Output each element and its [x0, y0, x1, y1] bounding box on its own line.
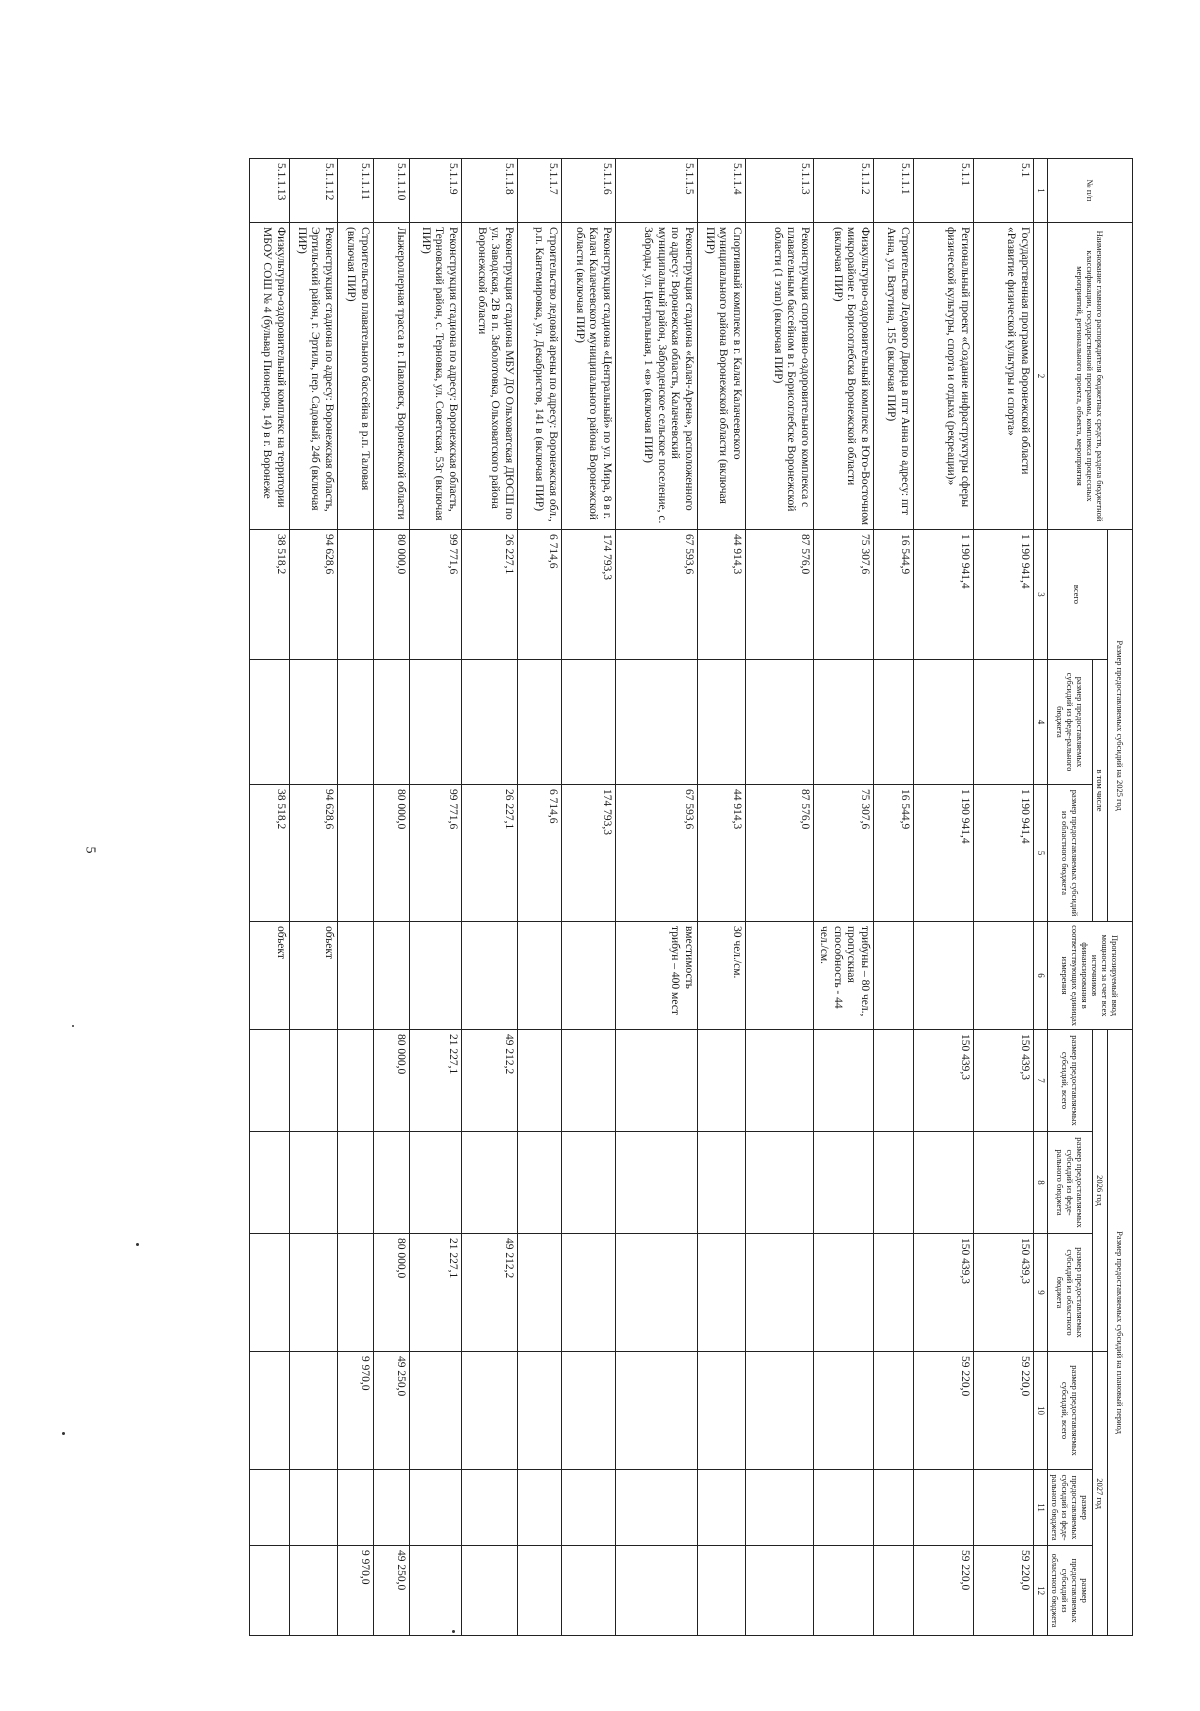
cell-c12: 59 220,0	[914, 1546, 974, 1636]
cell-c11	[290, 1470, 338, 1546]
cell-name: Государственная программа Воронежской области «Развитие физической культуры и спорта»	[974, 223, 1034, 530]
cell-c12	[518, 1546, 562, 1636]
table-row	[874, 159, 914, 1636]
scan-speck	[72, 1025, 74, 1027]
cell-c8	[338, 1132, 374, 1234]
table-row	[698, 159, 746, 1636]
col-number: 7	[1034, 1030, 1048, 1132]
header-year-2026: 2026 год	[1093, 1030, 1108, 1352]
scan-speck	[136, 1243, 139, 1246]
cell-c8	[874, 1132, 914, 1234]
cell-c3: 1 190 941,4	[974, 530, 1034, 660]
cell-c4	[290, 660, 338, 785]
cell-c9	[290, 1234, 338, 1352]
cell-c6: объект	[290, 922, 338, 1030]
cell-c11	[814, 1470, 874, 1546]
cell-c11	[974, 1470, 1034, 1546]
cell-no: 5.1.1.10	[374, 159, 410, 223]
cell-name: Реконструкция стадиона «Центральный» по ул. Мира, 8 в г. Калач Калачеевского муниципального района Воронежской области (включая ПИР)	[562, 223, 616, 530]
cell-c3: 99 771,6	[410, 530, 462, 660]
cell-c12	[616, 1546, 698, 1636]
col-number: 5	[1034, 785, 1048, 922]
header-year-2027: 2027 год	[1093, 1352, 1108, 1636]
cell-c3: 67 593,6	[616, 530, 698, 660]
cell-c6	[518, 922, 562, 1030]
cell-no: 5.1	[974, 159, 1034, 223]
cell-c7	[250, 1030, 290, 1132]
cell-c12	[290, 1546, 338, 1636]
cell-c8	[698, 1132, 746, 1234]
cell-name: Лыжероллерная трасса в г. Павловск, Воронежской области	[374, 223, 410, 530]
table-row	[462, 159, 518, 1636]
cell-c4	[462, 660, 518, 785]
cell-name: Строительство плавательного бассейна в р.п. Таловая (включая ПИР)	[338, 223, 374, 530]
col-number: 4	[1034, 660, 1048, 785]
cell-c4	[814, 660, 874, 785]
cell-c3: 87 576,0	[746, 530, 814, 660]
cell-c7	[518, 1030, 562, 1132]
scan-speck	[62, 1432, 65, 1435]
cell-c10	[562, 1352, 616, 1470]
cell-c4	[250, 660, 290, 785]
cell-c6	[562, 922, 616, 1030]
cell-c4	[338, 660, 374, 785]
cell-no: 5.1.1.1	[874, 159, 914, 223]
cell-name: Реконструкция стадиона «Калач-Арена», расположенного по адресу: Воронежская область, Калачеевский муниципальный район, Заброденское сельское поселение, с. Заброды, ул. Центральная, 1 «в» (включая ПИР)	[616, 223, 698, 530]
cell-c8	[250, 1132, 290, 1234]
col-number: 10	[1034, 1352, 1048, 1470]
cell-name: Реконструкция стадиона МБУ ДО Ольховатская ДЮСШ по ул. Заводская, 2В в п. Заболотовка, Ольховатского района Воронежской области	[462, 223, 518, 530]
cell-c10: 59 220,0	[974, 1352, 1034, 1470]
cell-c5: 80 000,0	[374, 785, 410, 922]
cell-c6: вместимость трибун – 400 мест	[616, 922, 698, 1030]
cell-c12	[746, 1546, 814, 1636]
cell-c7	[874, 1030, 914, 1132]
cell-c3: 16 544,9	[874, 530, 914, 660]
cell-c4	[974, 660, 1034, 785]
cell-no: 5.1.1.13	[250, 159, 290, 223]
cell-name: Реконструкция стадиона по адресу: Воронежская область, Эртильский район, г. Эртиль, пер. Садовый, 24б (включая ПИР)	[290, 223, 338, 530]
header-size-2025: Размер предоставляемых субсидий на 2025 год	[1108, 530, 1133, 922]
cell-no: 5.1.1.5	[616, 159, 698, 223]
cell-c11	[746, 1470, 814, 1546]
cell-c10	[698, 1352, 746, 1470]
cell-c5: 16 544,9	[874, 785, 914, 922]
table-row	[914, 159, 974, 1636]
cell-c3: 94 628,6	[290, 530, 338, 660]
cell-c4	[616, 660, 698, 785]
cell-c5: 1 190 941,4	[914, 785, 974, 922]
cell-c11	[462, 1470, 518, 1546]
header-total-2027: размер предоставляемых субсидий, всего	[1048, 1352, 1093, 1470]
cell-c4	[410, 660, 462, 785]
header-name: Наименование главного распорядителя бюджетных средств, раздела бюджетной классификации, государственной программы, комплекса процессных мероприятий, регионального проекта, объекта, мероприятия	[1048, 223, 1133, 530]
cell-no: 5.1.1.9	[410, 159, 462, 223]
cell-c10	[874, 1352, 914, 1470]
cell-c5: 26 227,1	[462, 785, 518, 922]
cell-c11	[374, 1470, 410, 1546]
cell-c5: 67 593,6	[616, 785, 698, 922]
cell-c6	[338, 922, 374, 1030]
cell-c10: 59 220,0	[914, 1352, 974, 1470]
cell-c3: 1 190 941,4	[914, 530, 974, 660]
rotated-table-container	[249, 158, 1133, 1635]
cell-c6	[874, 922, 914, 1030]
cell-c7: 80 000,0	[374, 1030, 410, 1132]
col-number: 2	[1034, 223, 1048, 530]
cell-c5: 94 628,6	[290, 785, 338, 922]
cell-c7	[746, 1030, 814, 1132]
cell-no: 5.1.1.4	[698, 159, 746, 223]
cell-c10	[746, 1352, 814, 1470]
cell-c11	[698, 1470, 746, 1546]
table-row	[410, 159, 462, 1636]
cell-c8	[974, 1132, 1034, 1234]
cell-c8	[410, 1132, 462, 1234]
table-row	[746, 159, 814, 1636]
cell-no: 5.1.1.6	[562, 159, 616, 223]
cell-c12: 49 250,0	[374, 1546, 410, 1636]
cell-c8	[746, 1132, 814, 1234]
table-row	[518, 159, 562, 1636]
cell-c3: 174 793,3	[562, 530, 616, 660]
col-number: 8	[1034, 1132, 1048, 1234]
cell-c7	[616, 1030, 698, 1132]
cell-no: 5.1.1.7	[518, 159, 562, 223]
cell-c8	[814, 1132, 874, 1234]
table-header	[1034, 159, 1133, 1636]
subsidy-table	[249, 158, 1133, 1636]
col-number: 12	[1034, 1546, 1048, 1636]
col-number: 6	[1034, 922, 1048, 1030]
cell-c6: 30 чел./см.	[698, 922, 746, 1030]
cell-c9: 150 439,3	[974, 1234, 1034, 1352]
cell-c8	[562, 1132, 616, 1234]
col-number: 9	[1034, 1234, 1048, 1352]
cell-no: 5.1.1.3	[746, 159, 814, 223]
cell-c11	[410, 1470, 462, 1546]
cell-c5: 6 714,6	[518, 785, 562, 922]
col-number: 3	[1034, 530, 1048, 660]
page-number: 5	[82, 846, 98, 854]
cell-c8	[518, 1132, 562, 1234]
cell-c3: 75 307,6	[814, 530, 874, 660]
header-obl-2027: размер предоставляемых субсидий из областного бюджета	[1048, 1546, 1093, 1636]
cell-c7	[698, 1030, 746, 1132]
cell-c5: 1 190 941,4	[974, 785, 1034, 922]
table-row	[974, 159, 1034, 1636]
cell-c7: 150 439,3	[914, 1030, 974, 1132]
cell-c7	[290, 1030, 338, 1132]
cell-c9	[746, 1234, 814, 1352]
cell-c10	[410, 1352, 462, 1470]
table-row	[562, 159, 616, 1636]
table-row	[814, 159, 874, 1636]
cell-c8	[462, 1132, 518, 1234]
cell-c9	[338, 1234, 374, 1352]
cell-c4	[518, 660, 562, 785]
cell-c9	[874, 1234, 914, 1352]
header-total-2026: размер предоставляемых субсидий, всего	[1048, 1030, 1093, 1132]
cell-c3: 38 518,2	[250, 530, 290, 660]
cell-c9	[518, 1234, 562, 1352]
cell-c10	[814, 1352, 874, 1470]
table-row	[616, 159, 698, 1636]
cell-name: Физкультурно-оздоровительный комплекс на территории МБОУ СОШ № 4 (бульвар Пионеров, 14) в г. Воронеже	[250, 223, 290, 530]
table-row	[374, 159, 410, 1636]
col-number: 1	[1034, 159, 1048, 223]
cell-name: Реконструкция стадиона по адресу: Воронежская область, Терновский район, с. Терновка, ул. Советская, 53г (включая ПИР)	[410, 223, 462, 530]
cell-c5: 38 518,2	[250, 785, 290, 922]
cell-c11	[874, 1470, 914, 1546]
cell-c6	[974, 922, 1034, 1030]
cell-c9	[814, 1234, 874, 1352]
header-plan-period: Размер предоставляемых субсидий на плановый период	[1108, 1030, 1133, 1636]
cell-c6	[746, 922, 814, 1030]
cell-no: 5.1.1	[914, 159, 974, 223]
table-row	[290, 159, 338, 1636]
table-body	[250, 159, 1034, 1636]
cell-c11	[338, 1470, 374, 1546]
cell-c9: 80 000,0	[374, 1234, 410, 1352]
cell-c10	[518, 1352, 562, 1470]
cell-c4	[698, 660, 746, 785]
cell-c5: 174 793,3	[562, 785, 616, 922]
cell-no: 5.1.1.2	[814, 159, 874, 223]
table-row	[250, 159, 290, 1636]
cell-c11	[518, 1470, 562, 1546]
cell-c12	[250, 1546, 290, 1636]
cell-c9: 150 439,3	[914, 1234, 974, 1352]
cell-c6	[374, 922, 410, 1030]
cell-c6	[914, 922, 974, 1030]
header-fed-2026: размер предоставляемых субсидий из феде-рального бюджета	[1048, 1132, 1093, 1234]
cell-c10	[462, 1352, 518, 1470]
cell-c12: 59 220,0	[974, 1546, 1034, 1636]
cell-c6: трибуны – 80 чел., пропускная способность - 44 чел./см.	[814, 922, 874, 1030]
cell-c10	[290, 1352, 338, 1470]
cell-c12: 9 970,0	[338, 1546, 374, 1636]
header-fed-2027: размер предоставляемых субсидий из феде-рального бюджета	[1048, 1470, 1093, 1546]
cell-c8	[374, 1132, 410, 1234]
cell-c4	[374, 660, 410, 785]
cell-c3: 44 914,3	[698, 530, 746, 660]
cell-c11	[250, 1470, 290, 1546]
cell-c5	[338, 785, 374, 922]
cell-c11	[616, 1470, 698, 1546]
header-total: всего	[1048, 530, 1108, 660]
cell-c4	[874, 660, 914, 785]
cell-c10	[616, 1352, 698, 1470]
header-forecast: Прогнозируемый ввод мощности за счет всех источников финансирования в соответствующих единицах измерения	[1048, 922, 1133, 1030]
cell-c9	[616, 1234, 698, 1352]
cell-c7	[814, 1030, 874, 1132]
cell-name: Строительство Ледового Дворца в пгт Анна по адресу: пгт Анна, ул. Ватутина, 155 (включая ПИР)	[874, 223, 914, 530]
col-number: 11	[1034, 1470, 1048, 1546]
cell-c12	[410, 1546, 462, 1636]
cell-c11	[562, 1470, 616, 1546]
cell-c12	[462, 1546, 518, 1636]
cell-c3: 6 714,6	[518, 530, 562, 660]
cell-c9	[250, 1234, 290, 1352]
cell-no: 5.1.1.8	[462, 159, 518, 223]
header-incl: в том числе	[1093, 660, 1108, 922]
cell-c7: 49 212,2	[462, 1030, 518, 1132]
cell-c9	[698, 1234, 746, 1352]
cell-c8	[914, 1132, 974, 1234]
cell-c4	[746, 660, 814, 785]
table-row	[338, 159, 374, 1636]
header-no: № п/п	[1048, 159, 1133, 223]
cell-c5: 44 914,3	[698, 785, 746, 922]
cell-c12	[874, 1546, 914, 1636]
cell-c8	[290, 1132, 338, 1234]
cell-c10: 49 250,0	[374, 1352, 410, 1470]
cell-c4	[562, 660, 616, 785]
cell-name: Физкультурно-оздоровительный комплекс в Юго-Восточном микрорайоне г. Борисоглебска Воронежской области (включая ПИР)	[814, 223, 874, 530]
cell-c9	[562, 1234, 616, 1352]
cell-c9: 21 227,1	[410, 1234, 462, 1352]
cell-name: Региональный проект «Создание инфраструктуры сферы физической культуры, спорта и отдыха (рекреации)»	[914, 223, 974, 530]
header-fed-2025: размер предоставляемых субсидий из феде-рального бюджета	[1048, 660, 1093, 785]
cell-c10: 9 970,0	[338, 1352, 374, 1470]
cell-no: 5.1.1.12	[290, 159, 338, 223]
cell-c12	[698, 1546, 746, 1636]
cell-c6	[410, 922, 462, 1030]
cell-c10	[250, 1352, 290, 1470]
cell-c6: объект	[250, 922, 290, 1030]
cell-c5: 87 576,0	[746, 785, 814, 922]
cell-name: Строительство ледовой арены по адресу: Воронежская обл., р.п. Кантемировка, ул. Декабристов, 141 в (включая ПИР)	[518, 223, 562, 530]
cell-c9: 49 212,2	[462, 1234, 518, 1352]
header-obl-2025: размер предоставляемых субсидий из областного бюджета	[1048, 785, 1093, 922]
cell-c7: 21 227,1	[410, 1030, 462, 1132]
cell-c4	[914, 660, 974, 785]
cell-c12	[562, 1546, 616, 1636]
cell-c7	[562, 1030, 616, 1132]
cell-no: 5.1.1.11	[338, 159, 374, 223]
cell-name: Реконструкция спортивно-оздоровительного комплекса с плавательным бассейном в г. Борисоглебске Воронежской области (1 этап) (включая ПИР)	[746, 223, 814, 530]
cell-c5: 99 771,6	[410, 785, 462, 922]
cell-c5: 75 307,6	[814, 785, 874, 922]
column-number-row	[1034, 159, 1048, 1636]
header-obl-2026: размер предоставляемых субсидий из областного бюджета	[1048, 1234, 1093, 1352]
cell-c11	[914, 1470, 974, 1546]
cell-c3: 80 000,0	[374, 530, 410, 660]
cell-c8	[616, 1132, 698, 1234]
cell-name: Спортивный комплекс в г. Калач Калачеевского муниципального района Воронежской области (включая ПИР)	[698, 223, 746, 530]
cell-c6	[462, 922, 518, 1030]
cell-c3	[338, 530, 374, 660]
cell-c12	[814, 1546, 874, 1636]
cell-c3: 26 227,1	[462, 530, 518, 660]
cell-c7: 150 439,3	[974, 1030, 1034, 1132]
cell-c7	[338, 1030, 374, 1132]
